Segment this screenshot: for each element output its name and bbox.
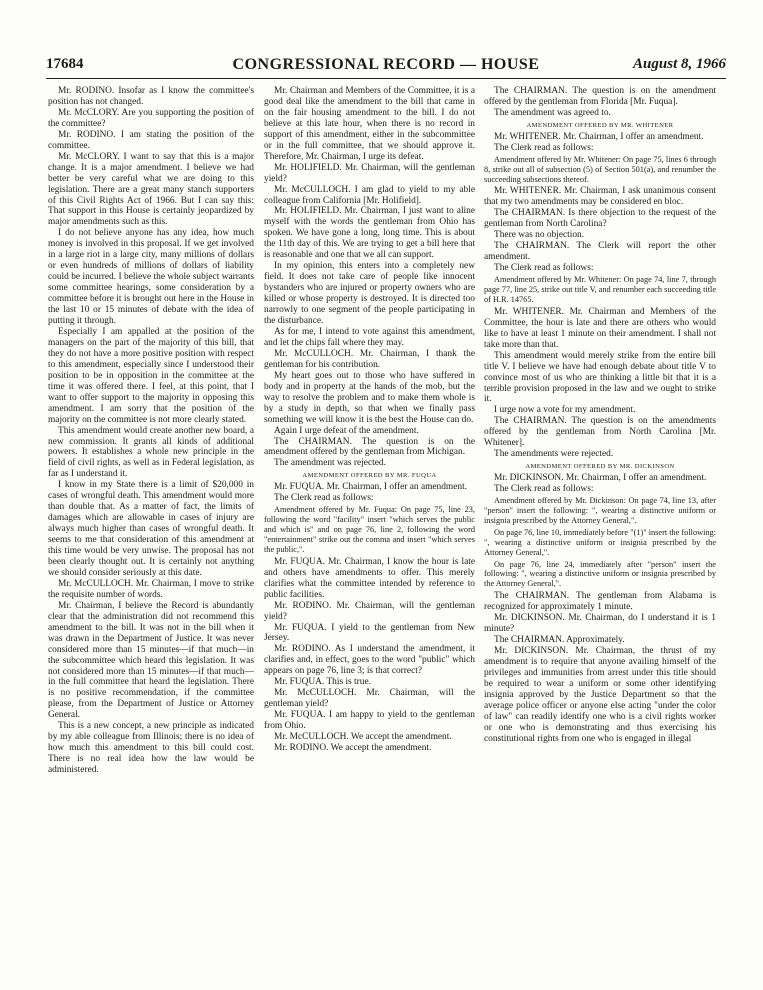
- paragraph: This amendment would merely strike from the entire bill title V. I believe we have had enough debate about title V to convince most of us who are thinking a little bit that it is a terrible provision proposed in the law and we ought to strike it.: [484, 350, 716, 405]
- paragraph: The CHAIRMAN. The question is on the amendments offered by the gentleman from North Carolina [Mr. Whitener].: [484, 416, 716, 449]
- paragraph: Mr. McCULLOCH. Mr. Chairman, I move to strike the requisite number of words.: [48, 578, 254, 600]
- paragraph: As for me, I intend to vote against this amendment, and let the chips fall where they may.: [264, 326, 475, 348]
- paragraph: This is a new concept, a new principle as indicated by my able colleague from Illinois; there is no idea of how much this amendment to this bill could cost. There is no real idea how the law would be administered.: [48, 721, 254, 776]
- issue-date: August 8, 1966: [633, 56, 726, 72]
- page-number: 17684: [46, 56, 84, 72]
- paragraph: Mr. McCULLOCH. Mr. Chairman, will the gentleman yield?: [264, 688, 475, 710]
- text-column-3: [484, 86, 716, 966]
- paragraph: Mr. HOLIFIELD. Mr. Chairman, I just want to aline myself with the words the gentleman from Ohio has spoken. We have gone a long, long time. This is about the 11th day of this. We are trying to get a bill here that is reasonable and one that we all can support.: [264, 206, 475, 261]
- paragraph: There was no objection.: [494, 230, 585, 241]
- amendment-text: On page 76, line 24, immediately after "person" insert the following: ", wearing a distinctive uniform or insignia prescribed by the Attorney General,".: [484, 559, 716, 589]
- paragraph: I urge now a vote for my amendment.: [494, 405, 636, 416]
- paragraph: The Clerk read as follows:: [274, 493, 374, 504]
- paragraph: Mr. DICKINSON. Mr. Chairman, do I understand it is 1 minute?: [484, 613, 716, 635]
- amendment-text: Amendment offered by Mr. Whitener: On page 74, line 7, through page 77, line 25, strike out title V, and renumber each succeeding title of H.R. 14765.: [484, 275, 716, 304]
- paragraph: Again I urge defeat of the amendment.: [274, 425, 419, 436]
- amendment-heading: AMENDMENT OFFERED BY MR. FUQUA: [302, 472, 437, 480]
- paragraph: Mr. WHITENER. Mr. Chairman, I offer an amendment.: [494, 131, 704, 142]
- amendment-text: On page 76, line 10, immediately before "(1)" insert the following: ", wearing a distinctive uniform or insignia prescribed by the Attorney General,".: [484, 527, 716, 557]
- paragraph: Mr. RODINO. Insofar as I know the committee's position has not changed.: [48, 86, 254, 107]
- paragraph: The CHAIRMAN. Approximately.: [494, 635, 625, 646]
- paragraph: Mr. FUQUA. I am happy to yield to the gentleman from Ohio.: [264, 710, 475, 732]
- paragraph: Mr. HOLIFIELD. Mr. Chairman, will the gentleman yield?: [264, 162, 475, 184]
- paragraph: Mr. FUQUA. This is true.: [274, 677, 371, 688]
- amendment-text: Amendment offered by Mr. Whitener: On page 75, lines 6 through 8, strike out all of subsection (5) of Section 501(a), and renumber the succeeding subsections thereof.: [484, 154, 716, 184]
- paragraph: The CHAIRMAN. Is there objection to the request of the gentleman from North Carolina?: [484, 208, 716, 230]
- paragraph: Mr. FUQUA. Mr. Chairman, I offer an amendment.: [274, 482, 468, 493]
- paragraph: Mr. DICKINSON. Mr. Chairman, I offer an amendment.: [494, 473, 707, 484]
- text-column-2: [264, 86, 475, 966]
- paragraph: Mr. WHITENER. Mr. Chairman and Members of the Committee, the hour is late and there are others who would like to have at least 1 minute on their amendment. I shall not take more than that.: [484, 306, 716, 350]
- paragraph: The amendment was agreed to.: [494, 107, 611, 118]
- paragraph: Mr. FUQUA. Mr. Chairman, I know the hour is late and others have amendments to offer. This merely clarifies what the committee intended by reference to public facilities.: [264, 556, 475, 600]
- paragraph: Mr. McCLORY. Are you supporting the position of the committee?: [48, 107, 254, 129]
- paragraph: Mr. McCULLOCH. We accept the amendment.: [274, 732, 452, 743]
- paragraph: Mr. Chairman, I believe the Record is abundantly clear that the administration did not recommend this amendment to the bill. It was not in the bill when it was drawn in the Department of Justice. It was never considered more than 15 minutes—if that much—in the subcommittee which heard this legislation. It was not considered more than 15 minutes—if that much—in the full committee that heard the legislation. There is no positive recommendation, if the committee please, from the Department of Justice or Attorney General.: [48, 600, 254, 721]
- paragraph: Mr. McCULLOCH. Mr. Chairman, I thank the gentleman for his contribution.: [264, 348, 475, 370]
- paragraph: Mr. WHITENER. Mr. Chairman, I ask unanimous consent that my two amendments may be considered en bloc.: [484, 186, 716, 208]
- paragraph: The Clerk read as follows:: [494, 142, 594, 153]
- amendment-text: Amendment offered by Mr. Dickinson: On page 74, line 13, after "person" insert the following: ", wearing a distinctive uniform or insignia prescribed by the Attorney General,".: [484, 496, 716, 525]
- paragraph: Especially I am appalled at the position of the managers on the part of the majority of this bill, that they do not have a more positive position with respect to this amendment, especially since I understood their position to be in opposition in the committee at the time it was offered there. I feel, at this point, that I want to offer support to the majority in opposing this amendment. I am sorry that the position of the majority on the committee is not more clearly stated.: [48, 326, 254, 425]
- paragraph: My heart goes out to those who have suffered in body and in property at the hands of the mob, but the way to resolve the problem and to make them whole is by a study in depth, so that when we finally pass something we will know it is the best the House can do.: [264, 370, 475, 425]
- page-header: [46, 56, 726, 79]
- paragraph: The CHAIRMAN. The question is on the amendment offered by the gentleman from Florida [Mr. Fuqua].: [484, 86, 716, 107]
- paragraph: Mr. RODINO. As I understand the amendment, it clarifies and, in effect, goes to the word "public" which appears on page 76, line 3; is that correct?: [264, 644, 475, 677]
- paragraph: The CHAIRMAN. The gentleman from Alabama is recognized for approximately 1 minute.: [484, 591, 716, 613]
- paragraph: Mr. Chairman and Members of the Committee, it is a good deal like the amendment to the bill that came in on the fair housing amendment to the bill. I do not believe at this late hour, when there is no record in support of this amendment, either in the subcommittee or in the full committee, that we should approve it. Therefore, Mr. Chairman, I urge its defeat.: [264, 86, 475, 162]
- paragraph: The amendments were rejected.: [494, 449, 614, 460]
- paragraph: Mr. RODINO. We accept the amendment.: [274, 743, 432, 753]
- paragraph: I do not believe anyone has any idea, how much money is involved in this proposal. If we get involved in a large riot in a large city, many millions of dollars or even hundreds of millions of dollars of liability could be incurred. I believe the whole subject warrants some committee hearings, some consideration by a committee before it is brought out here in the House in the last 10 or 15 minutes of debate with the idea of putting it through.: [48, 228, 254, 327]
- amendment-text: Amendment offered by Mr. Fuqua: On page 75, line 23, following the word "facility" insert "which serves the public and which is" and on page 76, line 2, following the word "entertainment" strike out the comma and insert "which serves the public,".: [264, 505, 475, 554]
- paragraph: Mr. McCLORY. I want to say that this is a major change. It is a major amendment. I believe we had better be very careful what we are doing to this legislation. There are a great many stanch supporters of this Civil Rights Act of 1966. But I can say this: That support in this House is certainly jeopardized by major amendments such as this.: [48, 151, 254, 228]
- paragraph: The CHAIRMAN. The question is on the amendment offered by the gentleman from Michigan.: [264, 436, 475, 458]
- paragraph: Mr. RODINO. I am stating the position of the committee.: [48, 129, 254, 151]
- paragraph: Mr. DICKINSON. Mr. Chairman, the thrust of my amendment is to require that anyone availing himself of the privileges and immunities from arrest under this title should be required to wear a uniform or some other identifying insignia approved by the Justice Department so that the average police officer or anyone else acting "under the color of law" can readily identify one who is a civil rights worker or one who is demonstrating and thus exercising his constitutional rights from one who is engaged in illegal: [484, 646, 716, 744]
- paragraph: In my opinion, this enters into a completely new field. It does not take care of people like innocent bystanders who are injured or property owners who are killed or whose property is destroyed. It is directed too narrowly to one segment of the people participating in the disturbance.: [264, 261, 475, 327]
- paragraph: This amendment would create another new board, a new commission. It grants all kinds of additional powers. It establishes a whole new principle in the field of civil rights, as well as in Federal legislation, as far as I understand it.: [48, 425, 254, 480]
- paragraph: The amendment was rejected.: [274, 458, 386, 469]
- paragraph: Mr. FUQUA. I yield to the gentleman from New Jersey.: [264, 622, 475, 644]
- text-column-1: [48, 86, 254, 966]
- paragraph: I know in my State there is a limit of $20,000 in cases of wrongful death. This amendment would more than double that. As a matter of fact, the limits of damages which are allowable in cases of injury are always much higher than cases of wrongful death. It seems to me that consideration of this amendment at this time would be very unwise. The proposal has not been clearly thought out. It is certainly not anything we should consider seriously at this date.: [48, 480, 254, 578]
- paragraph: The CHAIRMAN. The Clerk will report the other amendment.: [484, 241, 716, 263]
- amendment-heading: AMENDMENT OFFERED BY MR. WHITENER: [526, 121, 674, 129]
- amendment-heading: AMENDMENT OFFERED BY MR. DICKINSON: [525, 463, 675, 471]
- paragraph: Mr. McCULLOCH. I am glad to yield to my able colleague from California [Mr. Holifield].: [264, 184, 475, 206]
- paragraph: The Clerk read as follows:: [494, 263, 594, 274]
- paragraph: The Clerk read as follows:: [494, 484, 594, 495]
- paragraph: Mr. RODINO. Mr. Chairman, will the gentleman yield?: [264, 600, 475, 622]
- publication-title: CONGRESSIONAL RECORD — HOUSE: [232, 56, 540, 73]
